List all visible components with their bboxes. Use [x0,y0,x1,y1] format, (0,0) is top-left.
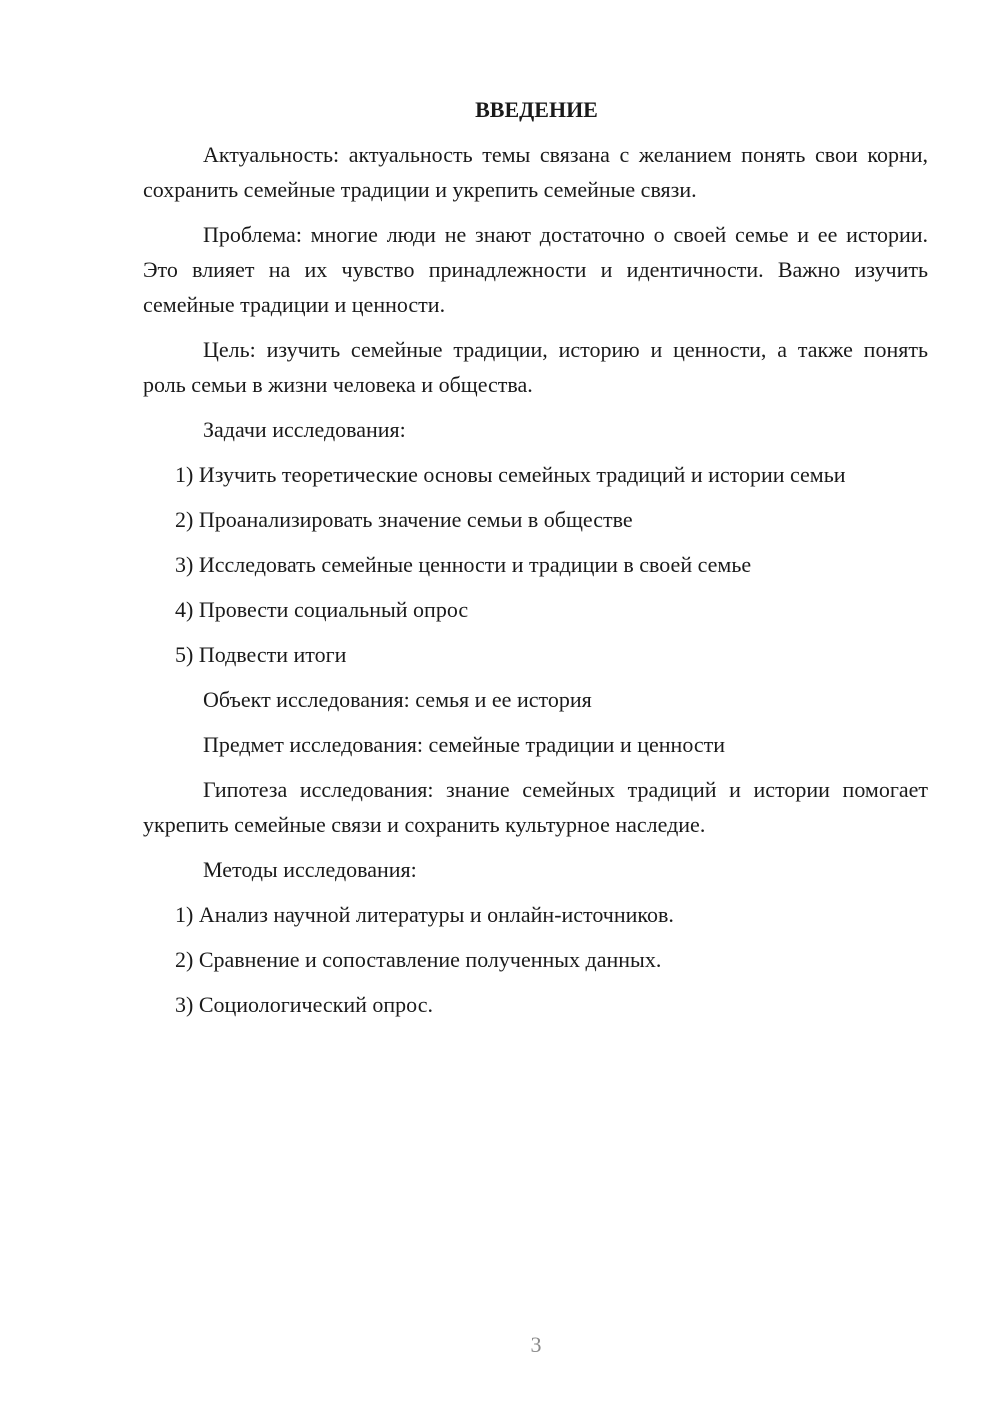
research-object: Объект исследования: семья и ее история [203,687,592,712]
problem-paragraph: Проблема: многие люди не знают достаточно о своей семье и ее истории. Это влияет на их чувство принадлежности и идентичности. Важно изучить семейные традиции и ценности. [143,222,928,317]
hypothesis-paragraph: Гипотеза исследования: знание семейных традиций и истории помогает укрепить семейные связи и сохранить культурное наследие. [143,777,928,837]
page-number: 3 [530,1332,542,1357]
method-item: 1) Анализ научной литературы и онлайн-источников. [175,902,674,927]
method-item: 2) Сравнение и сопоставление полученных данных. [175,947,662,972]
task-item: 5) Подвести итоги [175,642,347,667]
task-item: 3) Исследовать семейные ценности и традиции в своей семье [175,552,752,577]
research-subject: Предмет исследования: семейные традиции и ценности [203,732,726,757]
relevance-paragraph: Актуальность: актуальность темы связана с желанием понять свои корни, сохранить семейные традиции и укрепить семейные связи. [143,142,928,202]
task-item: 4) Провести социальный опрос [175,597,469,622]
tasks-heading: Задачи исследования: [203,417,406,442]
goal-paragraph: Цель: изучить семейные традиции, историю и ценности, а также понять роль семьи в жизни человека и общества. [143,337,928,397]
method-item: 3) Социологический опрос. [175,992,433,1017]
document-body [143,92,928,1032]
section-title: ВВЕДЕНИЕ [475,97,598,122]
task-item: 1) Изучить теоретические основы семейных традиций и истории семьи [175,462,846,487]
methods-heading: Методы исследования: [203,857,417,882]
task-item: 2) Проанализировать значение семьи в обществе [175,507,633,532]
